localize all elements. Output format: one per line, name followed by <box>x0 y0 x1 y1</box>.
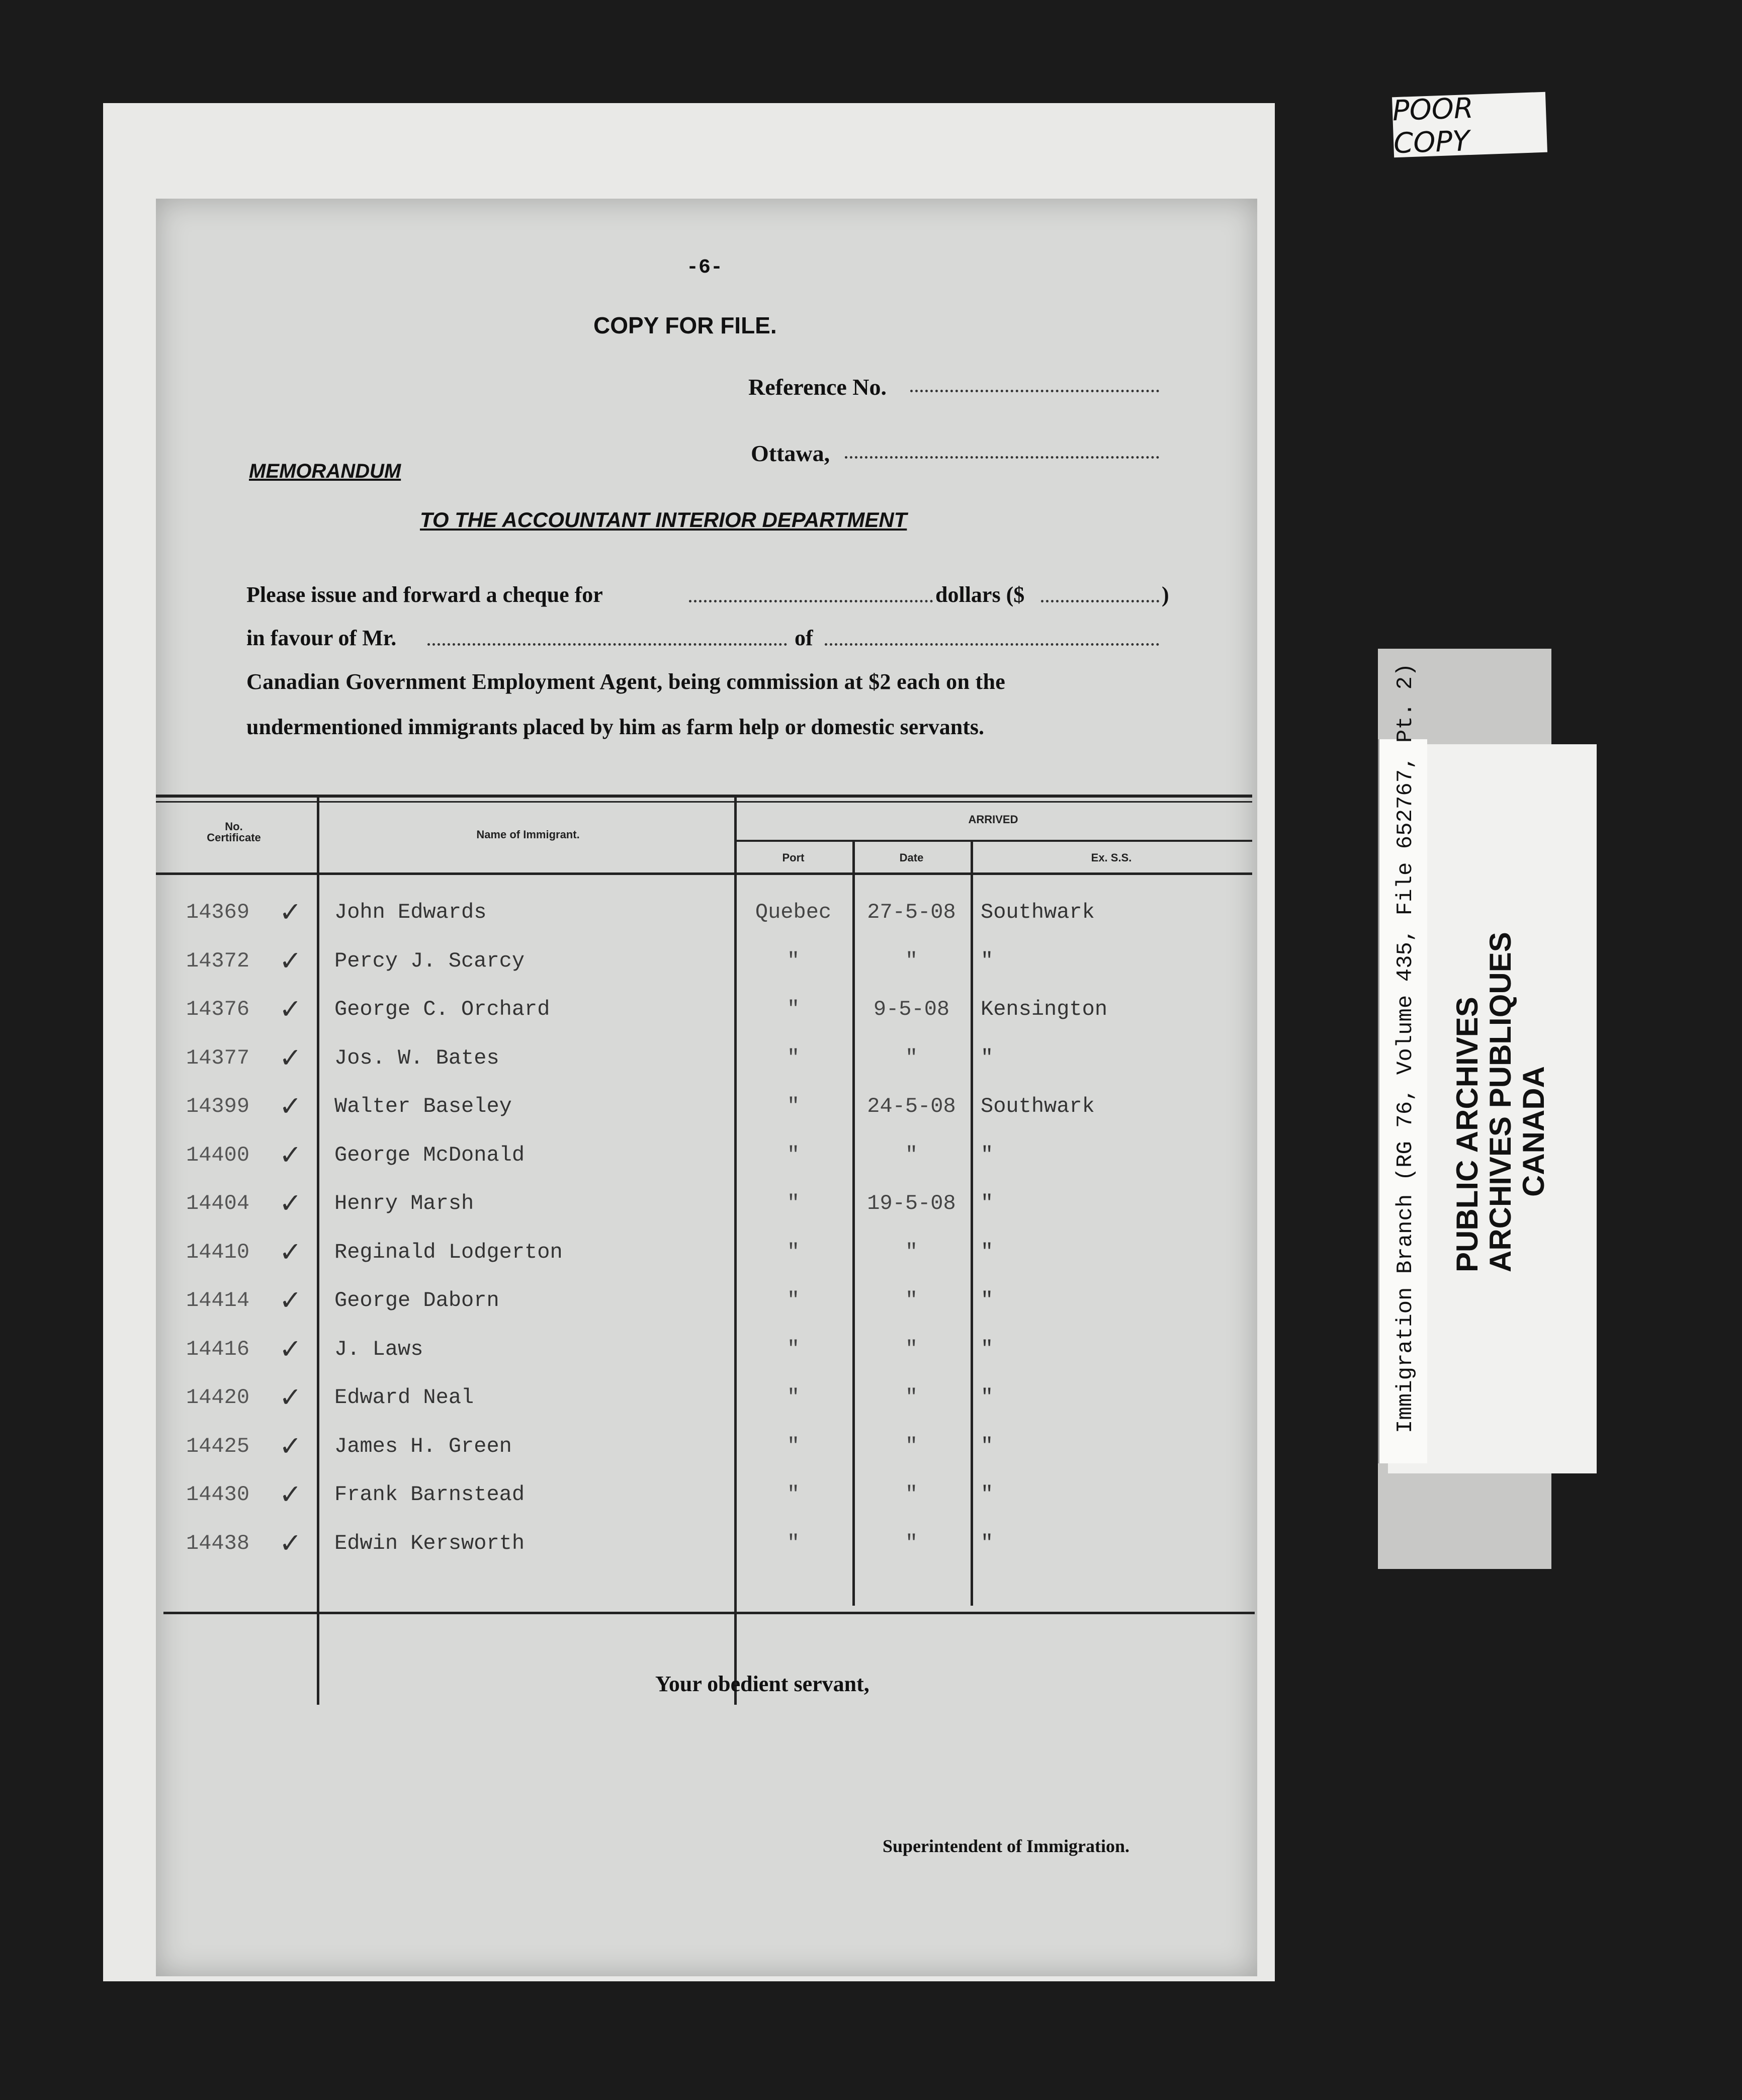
cell-cert: 14410 <box>186 1240 250 1264</box>
certificate-header <box>176 821 292 843</box>
cell-date: " <box>905 1531 918 1555</box>
cell-port: " <box>787 1337 800 1361</box>
cell-ship: " <box>981 1288 994 1312</box>
archive-reference: Immigration Branch (RG 76, Volume 435, File 652767, Pt. 2) <box>1393 663 1418 1433</box>
checkmark-icon: ✓ <box>279 1382 302 1413</box>
checkmark-icon: ✓ <box>279 1334 302 1364</box>
body-line-4: undermentioned immigrants placed by him as farm help or domestic servants. <box>246 715 985 739</box>
checkmark-icon: ✓ <box>279 1479 302 1510</box>
cell-port: Quebec <box>755 900 832 924</box>
reference-label: Reference No. <box>748 374 887 400</box>
checkmark-icon: ✓ <box>279 1091 302 1121</box>
checkmark-icon: ✓ <box>279 994 302 1024</box>
cell-port: " <box>787 1482 800 1507</box>
payee-location-field <box>825 643 1159 646</box>
date-header: Date <box>899 851 924 864</box>
cell-port: " <box>787 1288 800 1312</box>
cell-name: Edwin Kersworth <box>334 1531 525 1555</box>
archive-stamp-line1: PUBLIC ARCHIVES <box>1450 997 1484 1272</box>
checkmark-icon: ✓ <box>279 1431 302 1461</box>
date-column-divider <box>971 841 973 1606</box>
arrived-rule <box>734 840 1252 842</box>
cell-name: John Edwards <box>334 900 487 924</box>
port-header: Port <box>782 851 805 864</box>
payee-name-field <box>427 643 787 646</box>
cell-port: " <box>787 1191 800 1215</box>
copy-heading: COPY FOR FILE. <box>593 312 777 338</box>
cell-ship: " <box>981 1482 994 1507</box>
cell-name: Henry Marsh <box>334 1191 474 1215</box>
cell-cert: 14414 <box>186 1288 250 1312</box>
cell-date: " <box>905 1434 918 1458</box>
checkmark-icon: ✓ <box>279 1528 302 1558</box>
ottawa-label: Ottawa, <box>751 441 830 466</box>
cell-port: " <box>787 1045 800 1070</box>
certificate-header-line1: No. <box>225 820 243 833</box>
cell-port: " <box>787 1531 800 1555</box>
cheque-amount-field <box>689 600 933 602</box>
dollars-figure-field <box>1041 600 1159 602</box>
cell-date: " <box>905 1337 918 1361</box>
cell-ship: " <box>981 948 994 973</box>
cell-date: 9-5-08 <box>873 997 950 1021</box>
cell-port: " <box>787 997 800 1021</box>
cell-name: Reginald Lodgerton <box>334 1240 563 1264</box>
cell-date: " <box>905 1045 918 1070</box>
archive-stamp-line3: CANADA <box>1517 1066 1550 1197</box>
cell-cert: 14372 <box>186 948 250 973</box>
cell-date: 19-5-08 <box>867 1191 956 1215</box>
cell-name: George McDonald <box>334 1143 525 1167</box>
cell-date: 24-5-08 <box>867 1094 956 1118</box>
cell-cert: 14376 <box>186 997 250 1021</box>
cell-cert: 14430 <box>186 1482 250 1507</box>
table-top-rule-2 <box>156 801 1252 803</box>
checkmark-icon: ✓ <box>279 1188 302 1218</box>
archive-stamp <box>1451 932 1550 1272</box>
cell-ship: Southwark <box>981 900 1095 924</box>
cell-cert: 14400 <box>186 1143 250 1167</box>
cell-name: Walter Baseley <box>334 1094 512 1118</box>
archive-stamp-line2: ARCHIVES PUBLIQUES <box>1484 932 1517 1272</box>
cell-name: George Daborn <box>334 1288 499 1312</box>
checkmark-icon: ✓ <box>279 945 302 976</box>
cell-name: Edward Neal <box>334 1385 474 1410</box>
cell-name: Frank Barnstead <box>334 1482 525 1507</box>
poor-copy-tag: POOR COPY <box>1392 92 1547 158</box>
cell-name: Jos. W. Bates <box>334 1045 499 1070</box>
reference-field <box>910 390 1159 392</box>
cell-ship: " <box>981 1434 994 1458</box>
cell-name: James H. Green <box>334 1434 512 1458</box>
checkmark-icon: ✓ <box>279 897 302 927</box>
cell-cert: 14425 <box>186 1434 250 1458</box>
cell-name: J. Laws <box>334 1337 423 1361</box>
checkmark-icon: ✓ <box>279 1237 302 1267</box>
cell-ship: " <box>981 1143 994 1167</box>
cell-cert: 14369 <box>186 900 250 924</box>
certificate-header-line2: Certificate <box>207 831 261 844</box>
cell-ship: " <box>981 1191 994 1215</box>
cell-cert: 14416 <box>186 1337 250 1361</box>
body-line-3: Canadian Government Employment Agent, being commission at $2 each on the <box>246 669 1006 694</box>
dollars-close: ) <box>1162 582 1169 607</box>
table-top-rule <box>156 795 1252 798</box>
cell-cert: 14377 <box>186 1045 250 1070</box>
cell-date: " <box>905 1482 918 1507</box>
ottawa-date-field <box>845 456 1159 459</box>
page-number: -6- <box>686 256 723 279</box>
ship-header: Ex. S.S. <box>1091 851 1132 864</box>
body-cheque-text: Please issue and forward a cheque for <box>246 582 603 607</box>
arrived-header: ARRIVED <box>968 813 1018 826</box>
favour-label: in favour of Mr. <box>246 626 397 650</box>
cell-port: " <box>787 1434 800 1458</box>
memorandum-label: MEMORANDUM <box>249 460 401 482</box>
cell-date: " <box>905 1143 918 1167</box>
cell-date: " <box>905 1288 918 1312</box>
cell-name: George C. Orchard <box>334 997 550 1021</box>
dollars-label: dollars ($ <box>935 582 1025 607</box>
checkmark-icon: ✓ <box>279 1285 302 1316</box>
cell-port: " <box>787 1240 800 1264</box>
memo-page <box>156 199 1257 1976</box>
cell-ship: " <box>981 1045 994 1070</box>
header-bottom-rule <box>156 872 1252 875</box>
cell-cert: 14404 <box>186 1191 250 1215</box>
checkmark-icon: ✓ <box>279 1140 302 1170</box>
cell-port: " <box>787 948 800 973</box>
name-header: Name of Immigrant. <box>476 828 580 841</box>
cell-ship: " <box>981 1385 994 1410</box>
checkmark-icon: ✓ <box>279 1042 302 1073</box>
recipient-line: TO THE ACCOUNTANT INTERIOR DEPARTMENT <box>420 508 907 532</box>
cell-ship: Southwark <box>981 1094 1095 1118</box>
cell-cert: 14420 <box>186 1385 250 1410</box>
cell-cert: 14438 <box>186 1531 250 1555</box>
cell-port: " <box>787 1385 800 1410</box>
cell-cert: 14399 <box>186 1094 250 1118</box>
cell-ship: " <box>981 1337 994 1361</box>
cell-name: Percy J. Scarcy <box>334 948 525 973</box>
cell-date: " <box>905 1385 918 1410</box>
table-bottom-rule <box>163 1612 1255 1614</box>
cell-port: " <box>787 1143 800 1167</box>
cell-date: " <box>905 1240 918 1264</box>
cell-date: " <box>905 948 918 973</box>
closing-salutation: Your obedient servant, <box>655 1672 869 1696</box>
cell-ship: Kensington <box>981 997 1108 1021</box>
cell-date: 27-5-08 <box>867 900 956 924</box>
cert-column-divider <box>317 797 319 1705</box>
cell-ship: " <box>981 1240 994 1264</box>
of-label: of <box>795 626 813 650</box>
cell-ship: " <box>981 1531 994 1555</box>
signature-title: Superintendent of Immigration. <box>883 1836 1130 1856</box>
cell-port: " <box>787 1094 800 1118</box>
